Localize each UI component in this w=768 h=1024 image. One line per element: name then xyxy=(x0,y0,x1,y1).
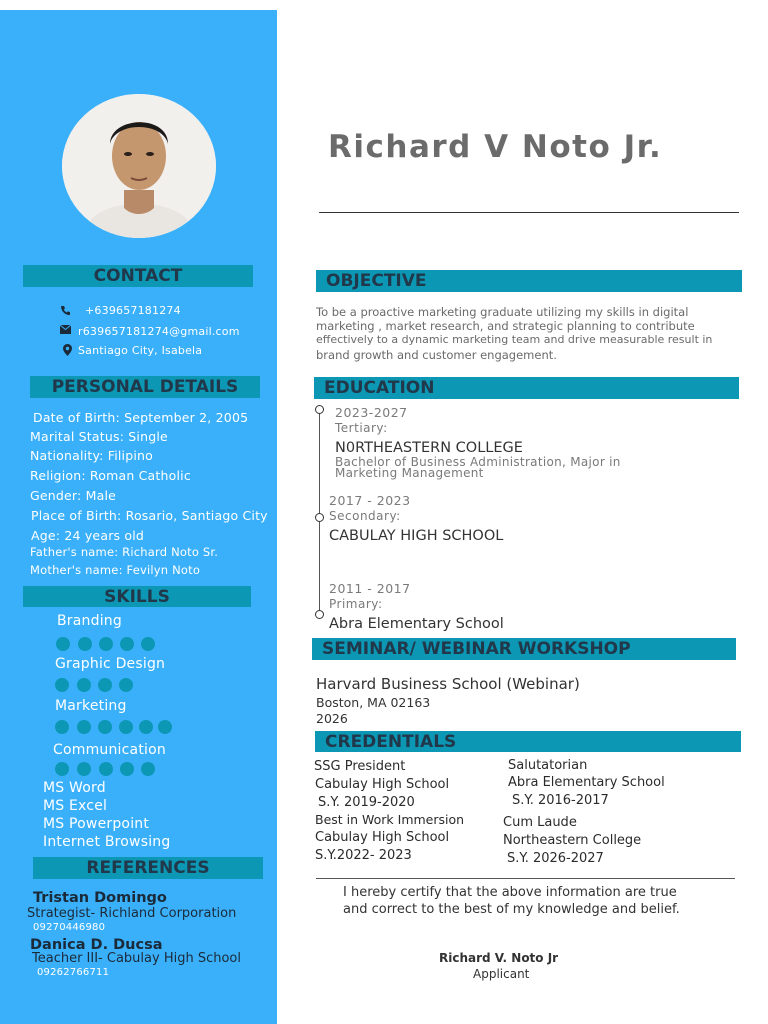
seminar-location: Boston, MA 02163 xyxy=(316,695,431,710)
education-school: CABULAY HIGH SCHOOL xyxy=(329,528,504,544)
skill-dot xyxy=(120,637,134,651)
reference-name: Danica D. Ducsa xyxy=(30,937,163,953)
seminar-title: Harvard Business School (Webinar) xyxy=(316,675,580,693)
education-level: Primary: xyxy=(329,597,383,611)
education-detail: Marketing Management xyxy=(335,466,484,480)
reference-title: Strategist- Richland Corporation xyxy=(27,906,237,921)
personal-detail-item: Gender: Male xyxy=(30,488,117,503)
skill-dot xyxy=(119,678,133,692)
skill-dot xyxy=(55,720,69,734)
personal-detail-item: Religion: Roman Catholic xyxy=(30,468,191,483)
skill-name: Branding xyxy=(57,613,122,629)
education-level: Tertiary: xyxy=(335,421,388,435)
phone-icon xyxy=(60,305,71,316)
credential-line: SSG President xyxy=(314,759,406,774)
credential-line: S.Y. 2026-2027 xyxy=(507,851,604,866)
personal-detail-item: Mother's name: Fevilyn Noto xyxy=(30,563,201,577)
credential-line: Cabulay High School xyxy=(315,830,450,845)
skill-dot xyxy=(158,720,172,734)
timeline-node xyxy=(315,513,324,522)
credential-line: Northeastern College xyxy=(503,833,642,848)
certification-divider xyxy=(316,878,735,879)
other-skill: MS Word xyxy=(43,780,106,796)
skill-dot xyxy=(77,678,91,692)
skill-dot xyxy=(78,637,92,651)
education-years: 2011 - 2017 xyxy=(329,581,411,596)
location-pin-icon xyxy=(63,344,72,356)
skill-dot xyxy=(119,720,133,734)
credential-line: Cabulay High School xyxy=(315,777,450,792)
skill-dot xyxy=(55,678,69,692)
skill-dot xyxy=(98,720,112,734)
reference-name: Tristan Domingo xyxy=(33,890,167,906)
credential-line: S.Y. 2016-2017 xyxy=(512,793,609,808)
timeline-node xyxy=(315,405,324,414)
skill-dot xyxy=(141,762,155,776)
skills-heading: SKILLS xyxy=(23,586,251,607)
education-school: Abra Elementary School xyxy=(329,616,504,632)
other-skill: MS Powerpoint xyxy=(43,816,150,832)
personal-detail-item: Date of Birth: September 2, 2005 xyxy=(33,410,249,425)
education-years: 2017 - 2023 xyxy=(329,493,411,508)
other-skill: MS Excel xyxy=(43,798,108,814)
signature-name: Richard V. Noto Jr xyxy=(439,951,559,965)
credential-line: Best in Work Immersion xyxy=(315,812,465,827)
skill-dot xyxy=(55,762,69,776)
seminar-year: 2026 xyxy=(316,711,348,726)
skill-dot xyxy=(98,678,112,692)
personal-details-heading: PERSONAL DETAILS xyxy=(30,376,260,398)
personal-detail-item: Nationality: Filipino xyxy=(30,448,154,463)
contact-heading: CONTACT xyxy=(23,265,253,287)
signature-role: Applicant xyxy=(473,967,530,981)
skill-dot xyxy=(120,762,134,776)
skill-name: Graphic Design xyxy=(55,656,166,672)
skill-dot xyxy=(99,762,113,776)
references-heading: REFERENCES xyxy=(33,857,263,879)
personal-detail-item: Place of Birth: Rosario, Santiago City xyxy=(31,508,268,523)
credential-line: Cum Laude xyxy=(503,815,577,830)
education-school: N0RTHEASTERN COLLEGE xyxy=(335,440,523,456)
reference-phone: 09270446980 xyxy=(33,922,106,933)
credential-line: S.Y.2022- 2023 xyxy=(315,848,412,863)
objective-line: brand growth and customer engagement. xyxy=(316,348,557,362)
objective-heading: OBJECTIVE xyxy=(316,270,742,292)
credential-line: Abra Elementary School xyxy=(508,775,665,790)
skill-dot xyxy=(141,637,155,651)
education-years: 2023-2027 xyxy=(335,405,408,420)
reference-title: Teacher III- Cabulay High School xyxy=(32,951,241,966)
personal-detail-item: Marital Status: Single xyxy=(30,429,168,444)
skill-dot xyxy=(99,637,113,651)
other-skill: Internet Browsing xyxy=(43,834,171,850)
email-address: r639657181274@gmail.com xyxy=(78,325,240,338)
personal-detail-item: Father's name: Richard Noto Sr. xyxy=(30,545,219,559)
profile-photo xyxy=(62,94,216,238)
certification-line: and correct to the best of my knowledge and belief. xyxy=(343,902,680,917)
objective-line: marketing , market research, and strategic planning to contribute xyxy=(316,319,695,333)
skill-name: Marketing xyxy=(55,698,127,714)
reference-phone: 09262766711 xyxy=(37,967,110,978)
title-divider xyxy=(319,212,739,213)
seminar-heading: SEMINAR/ WEBINAR WORKSHOP xyxy=(312,638,736,660)
objective-line: effectively to a dynamic marketing team and drive measurable result in xyxy=(316,333,713,346)
personal-detail-item: Age: 24 years old xyxy=(31,528,145,543)
objective-line: To be a proactive marketing graduate utilizing my skills in digital xyxy=(316,305,689,319)
timeline-node xyxy=(315,610,324,619)
education-detail: Bachelor of Business Administration, Major in xyxy=(335,455,621,469)
credential-line: Salutatorian xyxy=(508,758,588,773)
phone-number: +639657181274 xyxy=(85,304,181,317)
skill-dot xyxy=(139,720,153,734)
education-heading: EDUCATION xyxy=(314,377,739,399)
skill-name: Communication xyxy=(53,742,166,758)
skill-dot xyxy=(56,637,70,651)
certification-line: I hereby certify that the above information are true xyxy=(343,885,677,900)
skill-dot xyxy=(77,762,91,776)
credential-line: S.Y. 2019-2020 xyxy=(318,795,415,810)
address: Santiago City, Isabela xyxy=(78,344,203,357)
page-title: Richard V Noto Jr. xyxy=(328,129,663,165)
education-level: Secondary: xyxy=(329,509,401,523)
email-icon xyxy=(60,325,71,334)
skill-dot xyxy=(77,720,91,734)
credentials-heading: CREDENTIALS xyxy=(315,731,741,752)
